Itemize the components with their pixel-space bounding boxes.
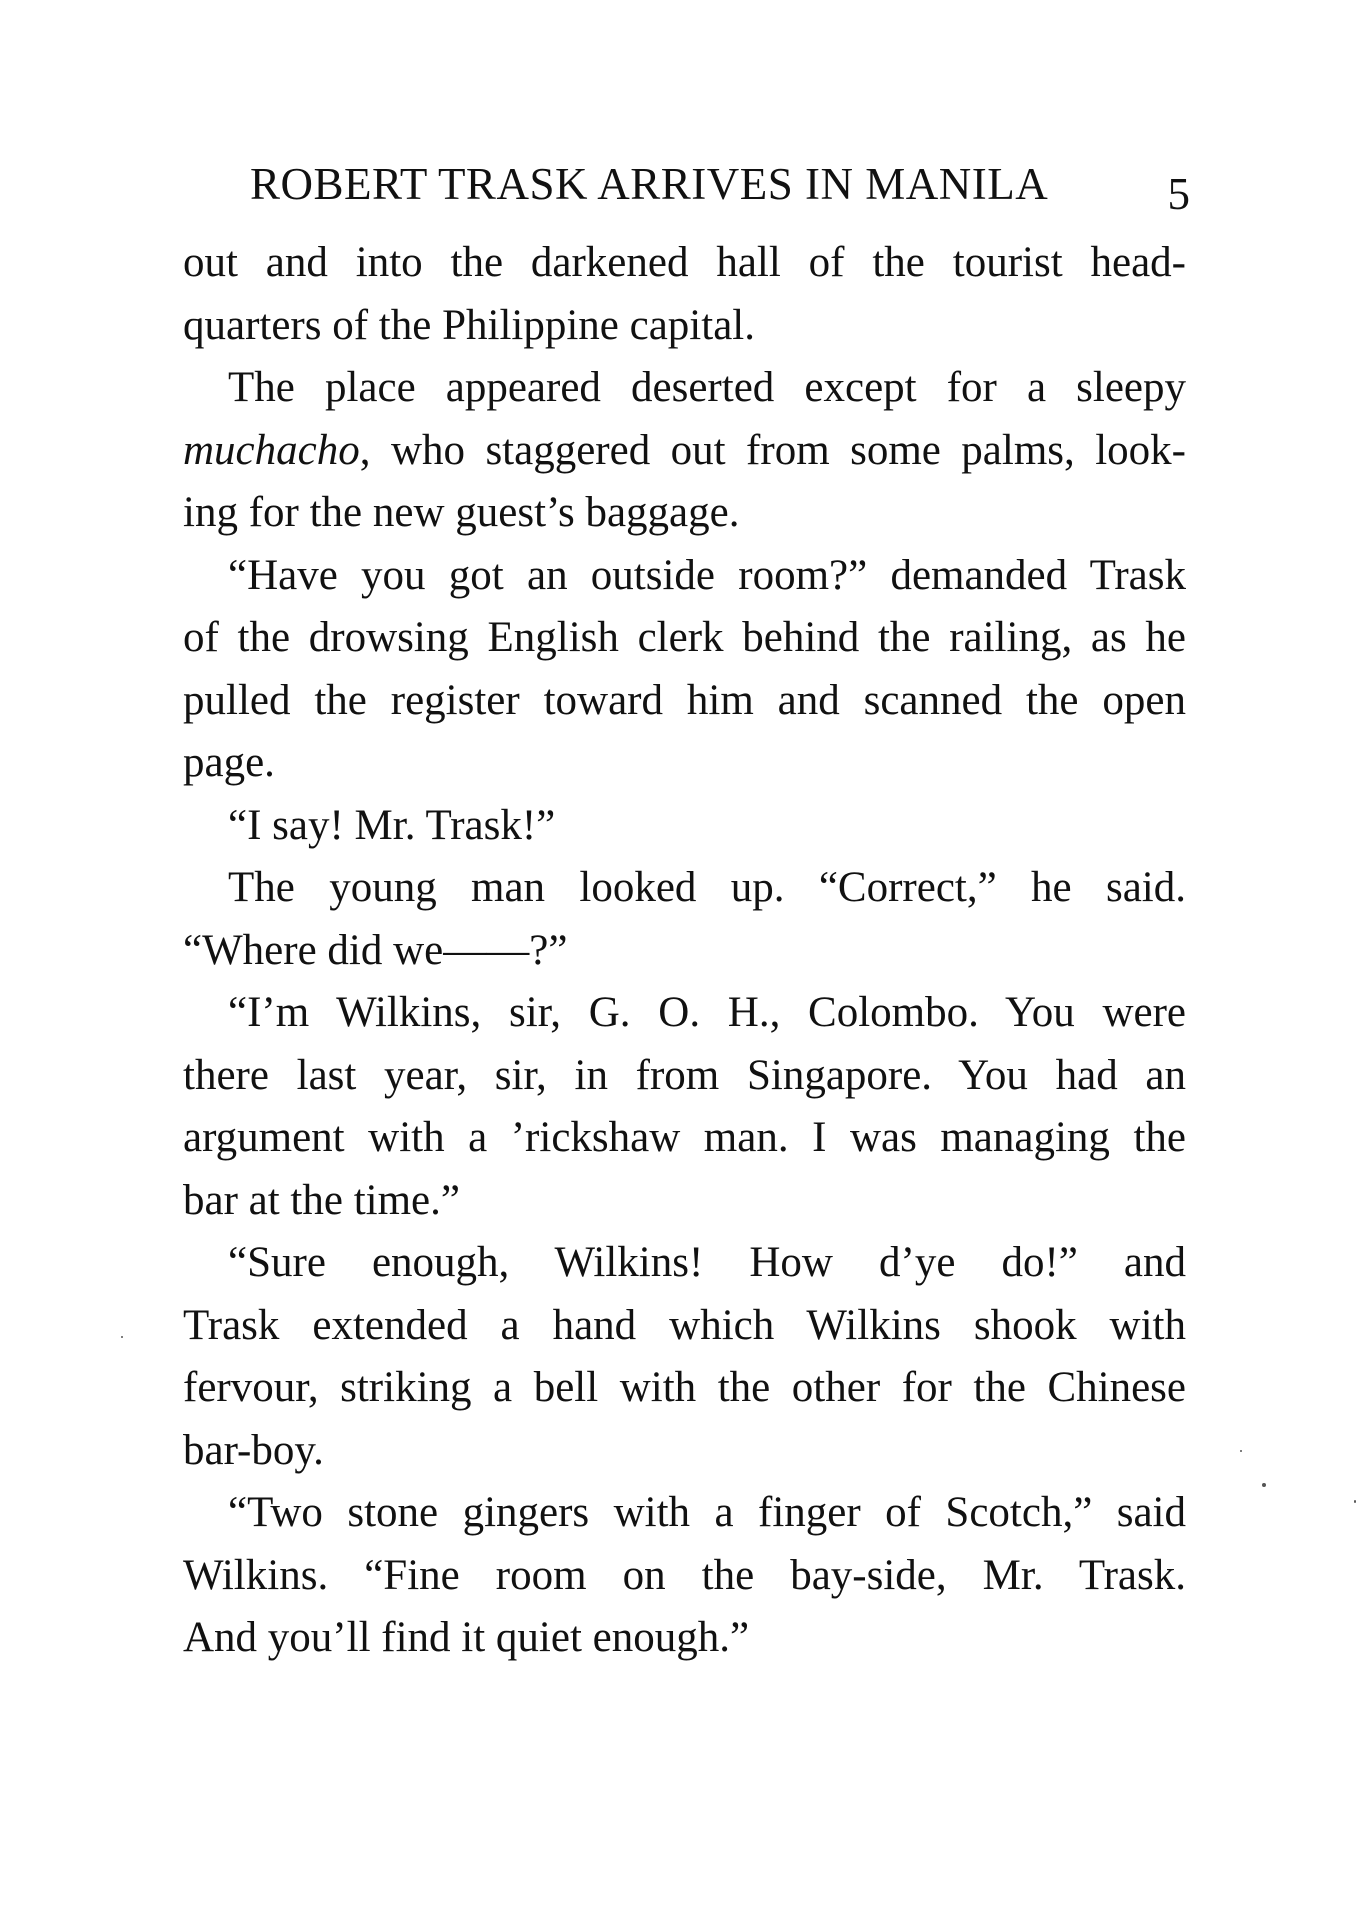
- text-line: “Have you got an outside room?” demanded Trask: [228, 551, 1186, 599]
- text-line: muchacho, who staggered out from some palms, look-: [183, 426, 1186, 474]
- text-line: “Two stone gingers with a finger of Scotch,” said: [228, 1489, 1186, 1536]
- text-line: bar-boy.: [183, 1426, 324, 1474]
- text-line: page.: [183, 739, 275, 786]
- page-number: 5: [1167, 169, 1190, 219]
- paper-speck: [1262, 1483, 1266, 1487]
- text-line: Trask extended a hand which Wilkins shook with: [183, 1301, 1186, 1349]
- text-line: fervour, striking a bell with the other for the Chinese: [183, 1364, 1186, 1411]
- text-line: “Where did we——?”: [183, 926, 568, 974]
- text-line: bar at the time.”: [183, 1176, 460, 1224]
- text-line: ing for the new guest’s baggage.: [183, 489, 740, 536]
- text-line: Wilkins. “Fine room on the bay-side, Mr. Trask.: [183, 1551, 1186, 1599]
- text-line: pulled the register toward him and scanned the open: [183, 676, 1186, 724]
- text-line: “I say! Mr. Trask!”: [228, 801, 556, 849]
- paper-speck: [1240, 1450, 1242, 1452]
- running-title: ROBERT TRASK ARRIVES IN MANILA: [250, 159, 1049, 209]
- text-line: argument with a ’rickshaw man. I was managing the: [183, 1114, 1186, 1161]
- text-line: quarters of the Philippine capital.: [183, 301, 755, 349]
- italic-word: muchacho: [183, 426, 360, 474]
- paper-speck: [121, 1336, 123, 1338]
- text-line: of the drowsing English clerk behind the railing, as he: [183, 614, 1186, 661]
- running-head: [250, 158, 1190, 218]
- text-line: out and into the darkened hall of the tourist head-: [183, 239, 1186, 286]
- text-line: “Sure enough, Wilkins! How d’ye do!” and: [228, 1239, 1186, 1286]
- text-line: And you’ll find it quiet enough.”: [183, 1614, 750, 1661]
- text-line: “I’m Wilkins, sir, G. O. H., Colombo. You were: [228, 989, 1186, 1036]
- paper-speck: [1354, 1500, 1356, 1503]
- text-line: The young man looked up. “Correct,” he said.: [228, 864, 1186, 911]
- text-line: there last year, sir, in from Singapore. You had an: [183, 1051, 1186, 1099]
- body-text: [183, 232, 1186, 1670]
- text-line: The place appeared deserted except for a sleepy: [228, 364, 1186, 411]
